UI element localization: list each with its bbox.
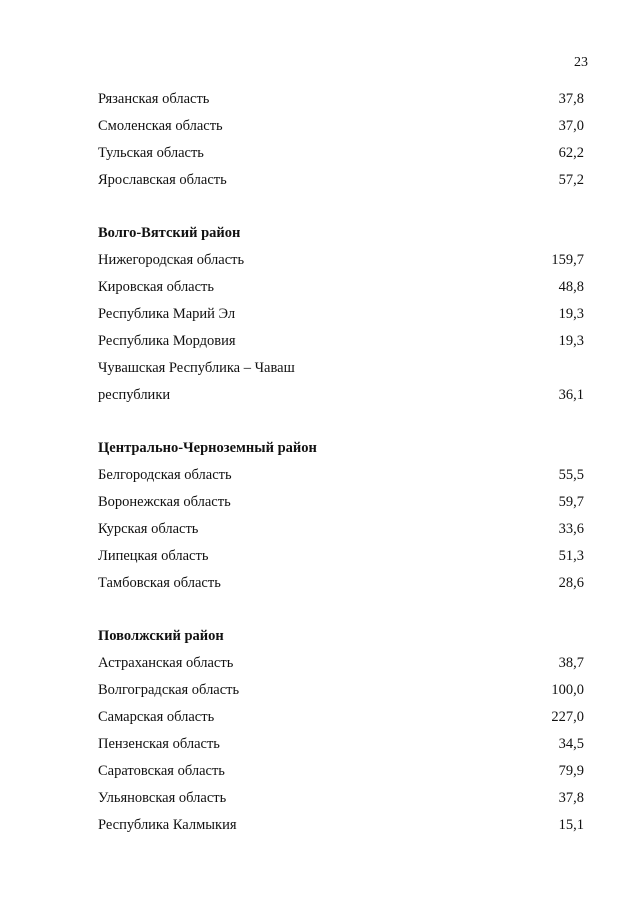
section-heading: Волго-Вятский район (98, 225, 241, 241)
region-name: Ульяновская область (98, 790, 227, 806)
table-row (98, 762, 584, 789)
region-name: Республика Марий Эл (98, 306, 236, 322)
region-name: Волгоградская область (98, 682, 240, 698)
table-row (98, 520, 584, 547)
region-name: Астраханская область (98, 655, 234, 671)
table-row (98, 171, 584, 198)
region-name: Рязанская область (98, 91, 210, 107)
table-row (98, 144, 584, 171)
region-value: 37,8 (558, 91, 584, 107)
region-name: Воронежская область (98, 494, 231, 510)
region-name: Тамбовская область (98, 575, 221, 591)
region-value: 28,6 (558, 575, 584, 591)
region-name: республики (98, 387, 171, 403)
table-row (98, 574, 584, 601)
region-value: 57,2 (558, 172, 584, 188)
region-value: 15,1 (558, 817, 584, 833)
region-value: 159,7 (551, 252, 584, 268)
table-row (98, 305, 584, 332)
section-gap (98, 198, 584, 224)
table-row (98, 654, 584, 681)
table-row (98, 735, 584, 762)
region-name: Самарская область (98, 709, 215, 725)
region-value: 227,0 (551, 709, 584, 725)
region-value: 37,8 (558, 790, 584, 806)
region-value: 51,3 (558, 548, 584, 564)
table-row (98, 816, 584, 843)
region-name: Нижегородская область (98, 252, 245, 268)
region-value: 37,0 (558, 118, 584, 134)
region-name: Саратовская область (98, 763, 225, 779)
region-value: 36,1 (558, 387, 584, 403)
table-row (98, 251, 584, 278)
region-value: 62,2 (558, 145, 584, 161)
table-row (98, 493, 584, 520)
table-row (98, 789, 584, 816)
table-row (98, 547, 584, 574)
section-heading: Центрально-Черноземный район (98, 440, 317, 456)
region-table (98, 90, 584, 843)
table-row (98, 90, 584, 117)
region-value: 19,3 (558, 333, 584, 349)
region-value: 34,5 (558, 736, 584, 752)
section-heading: Поволжский район (98, 628, 224, 644)
section-gap (98, 413, 584, 439)
table-row (98, 359, 584, 386)
region-name: Тульская область (98, 145, 204, 161)
page-number: 23 (574, 55, 588, 70)
region-value: 59,7 (558, 494, 584, 510)
region-value: 33,6 (558, 521, 584, 537)
region-value: 38,7 (558, 655, 584, 671)
region-name: Смоленская область (98, 118, 223, 134)
region-name: Курская область (98, 521, 199, 537)
region-value: 19,3 (558, 306, 584, 322)
region-name: Республика Мордовия (98, 333, 236, 349)
table-row (98, 681, 584, 708)
region-name: Чувашская Республика – Чаваш (98, 360, 295, 376)
region-name: Пензенская область (98, 736, 220, 752)
section-gap (98, 601, 584, 627)
region-name: Белгородская область (98, 467, 232, 483)
region-value: 55,5 (558, 467, 584, 483)
region-name: Ярославская область (98, 172, 227, 188)
table-row (98, 117, 584, 144)
region-value: 48,8 (558, 279, 584, 295)
region-name: Липецкая область (98, 548, 209, 564)
table-row (98, 386, 584, 413)
region-name: Республика Калмыкия (98, 817, 237, 833)
region-value: 100,0 (551, 682, 584, 698)
table-row (98, 278, 584, 305)
table-row (98, 466, 584, 493)
region-value: 79,9 (558, 763, 584, 779)
region-name: Кировская область (98, 279, 215, 295)
table-row (98, 708, 584, 735)
table-row (98, 332, 584, 359)
